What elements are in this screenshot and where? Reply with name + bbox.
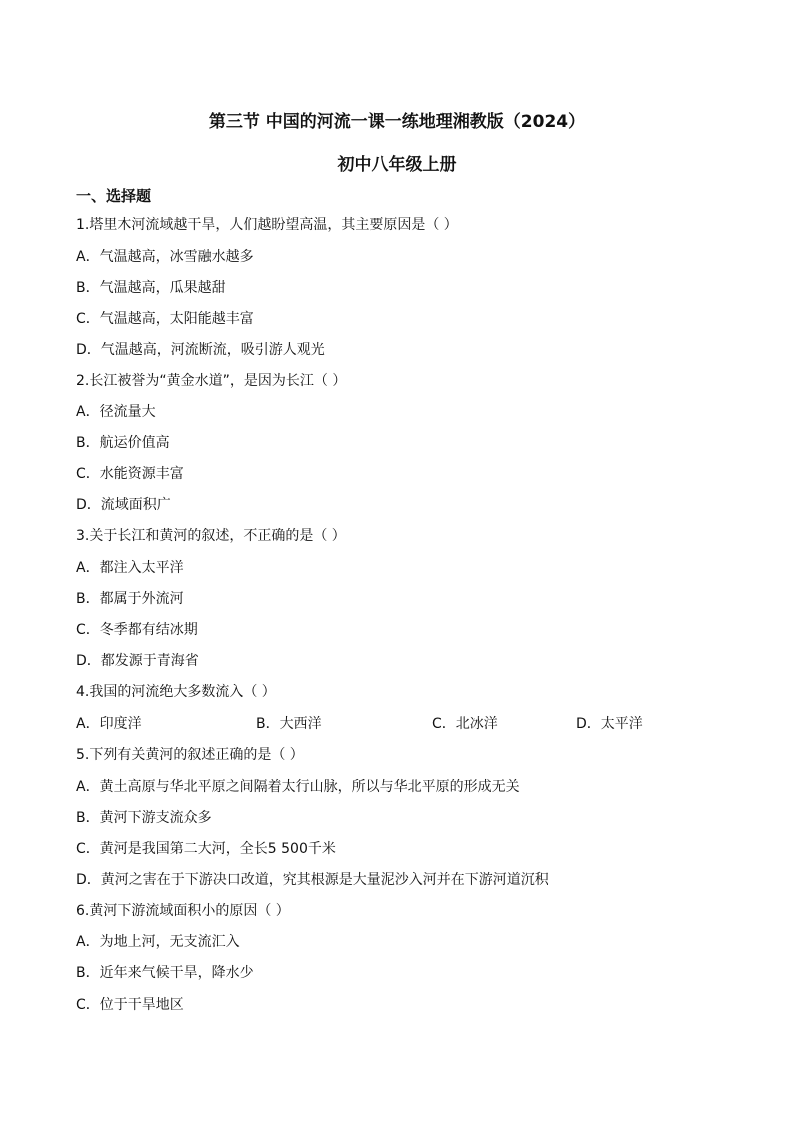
question-6-option-b: B．近年来气候干旱，降水少: [76, 965, 254, 981]
question-4-stem: 4.我国的河流绝大多数流入（ ）: [76, 684, 276, 700]
question-1-option-a: A．气温越高，冰雪融水越多: [76, 249, 254, 265]
question-2-option-a: A．径流量大: [76, 404, 156, 420]
question-6-option-c: C．位于干旱地区: [76, 997, 184, 1013]
section-heading: 一、选择题: [76, 187, 152, 205]
document-title: 第三节 中国的河流一课一练地理湘教版（2024）: [208, 112, 586, 132]
question-2-option-c: C．水能资源丰富: [76, 466, 184, 482]
question-3-stem: 3.关于长江和黄河的叙述，不正确的是（ ）: [76, 528, 346, 544]
question-4-option-d: D．太平洋: [576, 716, 643, 732]
question-5-option-b: B．黄河下游支流众多: [76, 810, 212, 826]
question-1-option-c: C．气温越高，太阳能越丰富: [76, 311, 254, 327]
question-2-option-b: B．航运价值高: [76, 435, 170, 451]
question-6-stem: 6.黄河下游流域面积小的原因（ ）: [76, 903, 290, 919]
question-5-option-a: A．黄土高原与华北平原之间隔着太行山脉，所以与华北平原的形成无关: [76, 779, 520, 795]
question-3-option-d: D．都发源于青海省: [76, 653, 199, 669]
question-4-option-c: C．北冰洋: [432, 716, 498, 732]
question-5-stem: 5.下列有关黄河的叙述正确的是（ ）: [76, 747, 304, 763]
question-3-option-b: B．都属于外流河: [76, 591, 184, 607]
question-5-option-c: C．黄河是我国第二大河，全长5 500千米: [76, 841, 336, 857]
document-subtitle: 初中八年级上册: [337, 155, 457, 175]
question-2-option-d: D．流域面积广: [76, 497, 171, 513]
question-1-option-b: B．气温越高，瓜果越甜: [76, 280, 226, 296]
question-1-stem: 1.塔里木河流域越干旱，人们越盼望高温，其主要原因是（ ）: [76, 217, 458, 233]
question-4-options-row: [76, 714, 716, 734]
question-4-option-a: A．印度洋: [76, 716, 142, 732]
question-3-option-c: C．冬季都有结冰期: [76, 622, 198, 638]
question-6-option-a: A．为地上河，无支流汇入: [76, 934, 240, 950]
question-2-stem: 2.长江被誉为“黄金水道”，是因为长江（ ）: [76, 373, 347, 389]
question-5-option-d: D．黄河之害在于下游决口改道，究其根源是大量泥沙入河并在下游河道沉积: [76, 872, 549, 888]
question-4-option-b: B．大西洋: [256, 716, 322, 732]
question-3-option-a: A．都注入太平洋: [76, 560, 184, 576]
question-1-option-d: D．气温越高，河流断流，吸引游人观光: [76, 342, 325, 358]
